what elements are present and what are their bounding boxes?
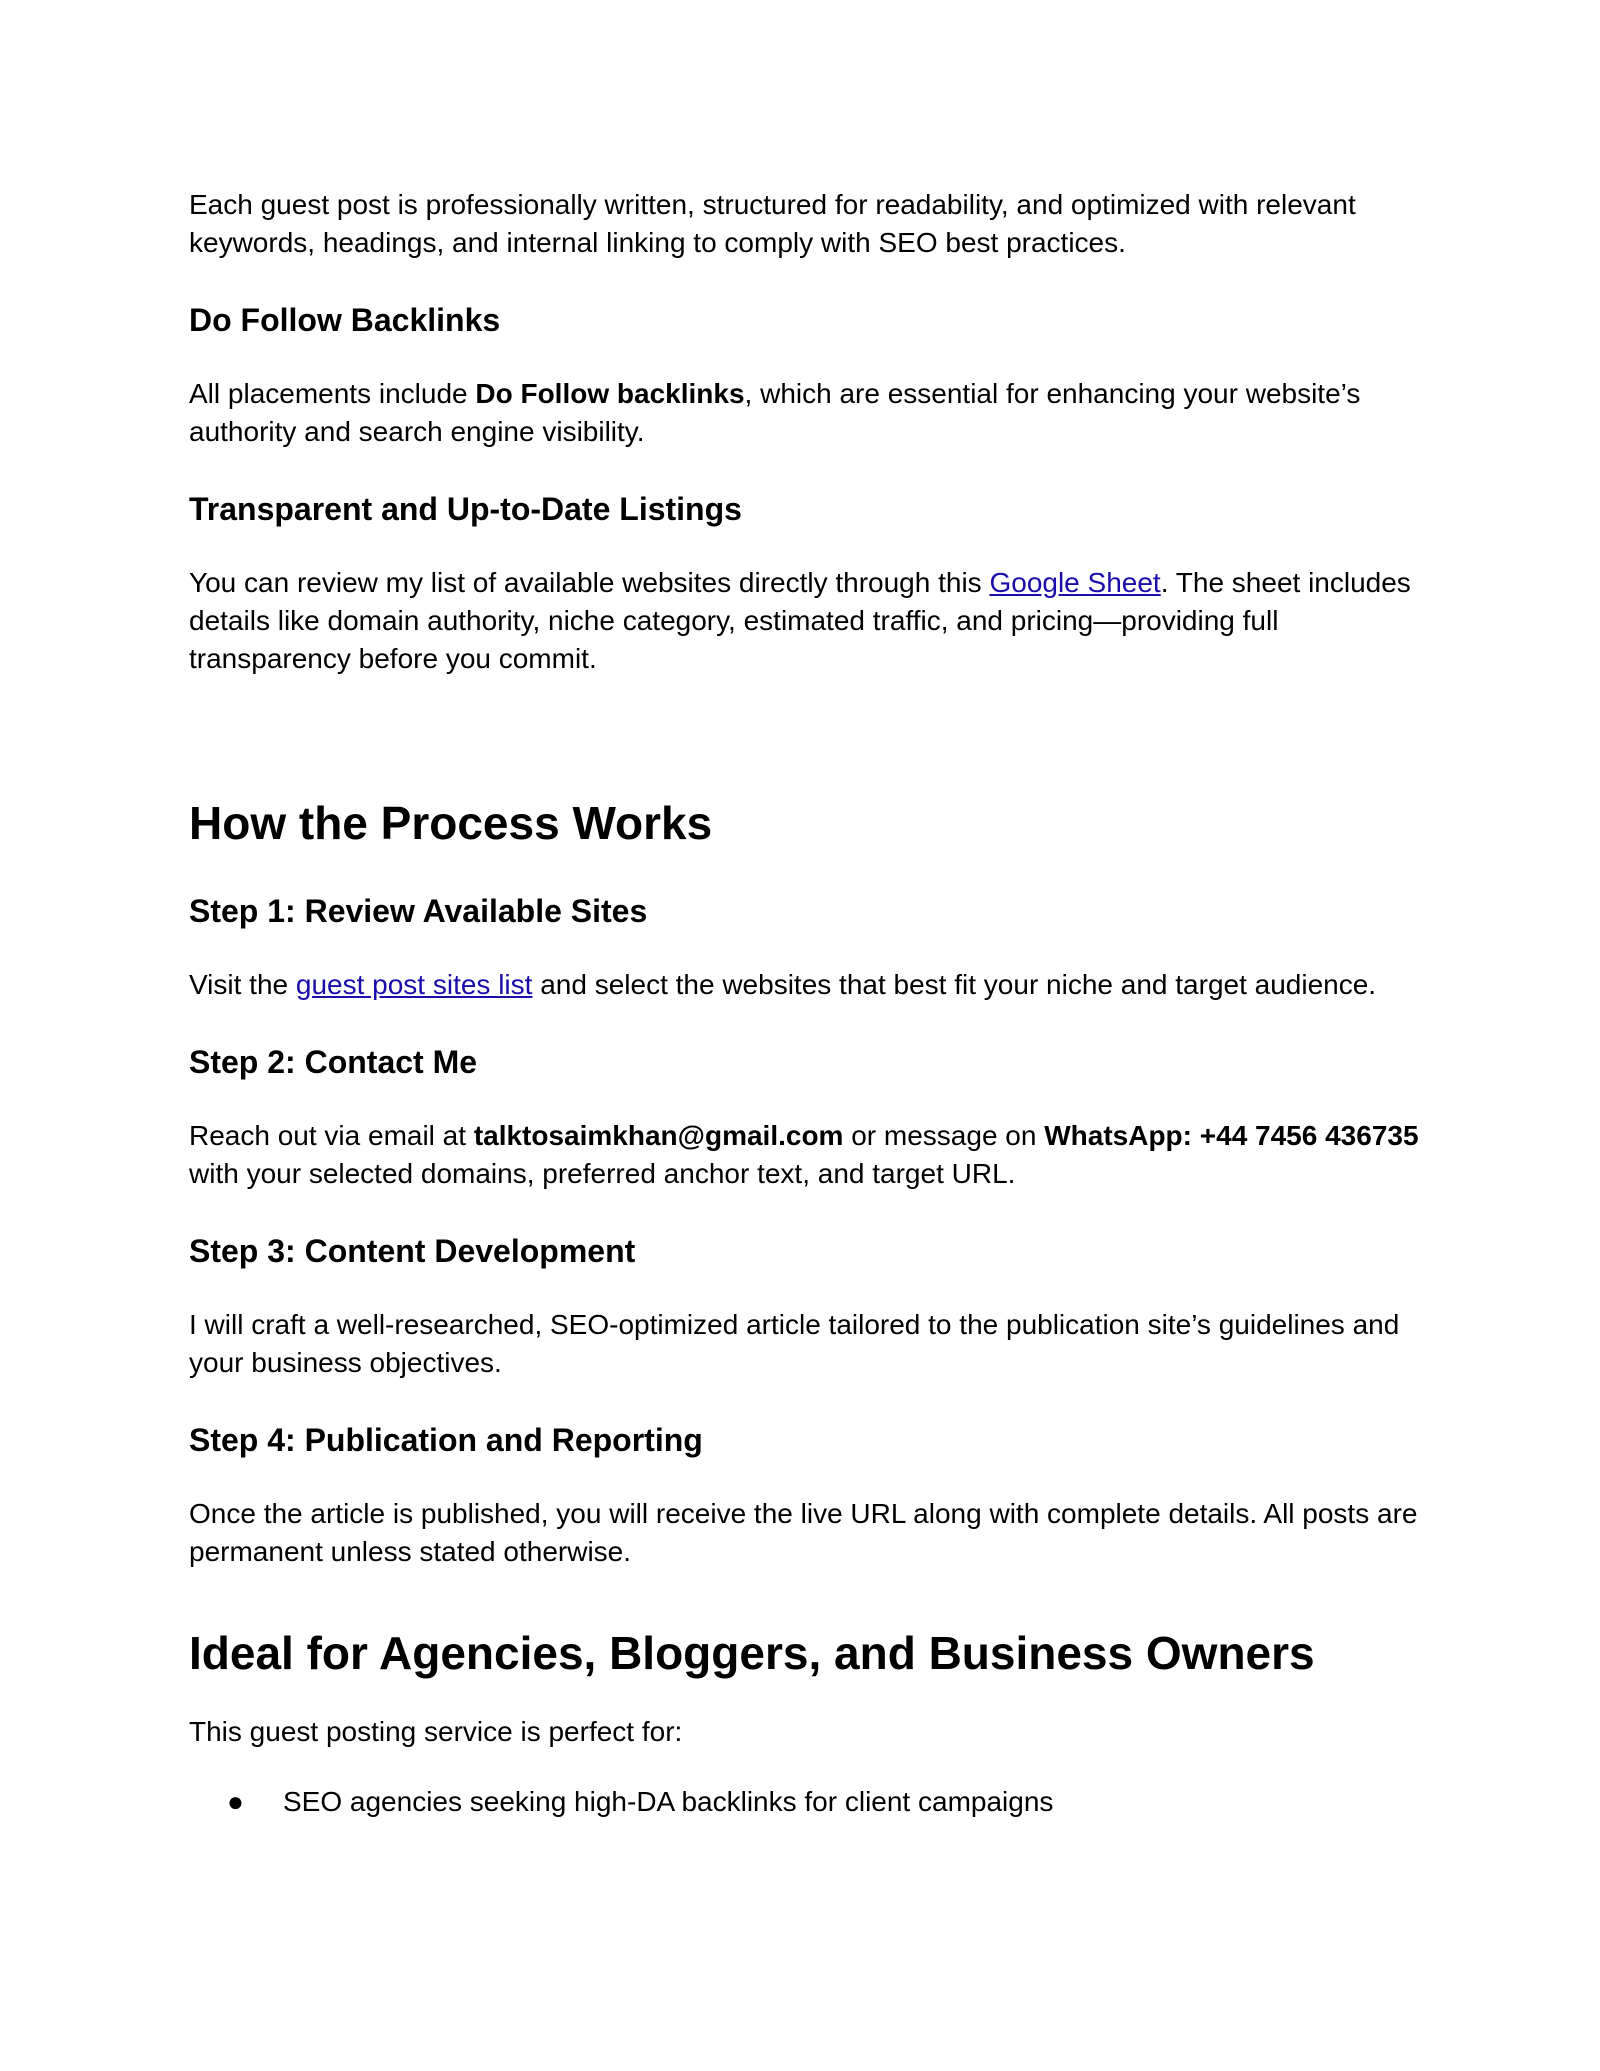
step4-paragraph <box>189 1495 1429 1571</box>
dofollow-text-pre: All placements include <box>189 378 476 409</box>
step2-heading: Step 2: Contact Me <box>189 1044 478 1080</box>
step2-paragraph <box>189 1117 1429 1193</box>
step2-text-pre: Reach out via email at <box>189 1120 474 1151</box>
listings-text-pre: You can review my list of available websites directly through this <box>189 567 990 598</box>
step1-heading: Step 1: Review Available Sites <box>189 893 648 929</box>
ideal-title-block <box>189 1625 1429 1681</box>
guest-post-sites-link[interactable]: guest post sites list <box>295 969 533 1000</box>
contact-email: talktosaimkhan@gmail.com <box>473 1120 844 1151</box>
intro-text: Each guest post is professionally written, structured for readability, and optimized with relevant keywords, headings, and internal linking to comply with SEO best practices. <box>189 189 1356 258</box>
step1-text-pre: Visit the <box>189 969 296 1000</box>
step3-heading: Step 3: Content Development <box>189 1233 636 1269</box>
ideal-bullet-list <box>189 1783 1429 1821</box>
listings-paragraph <box>189 564 1429 678</box>
list-item-text: SEO agencies seeking high-DA backlinks for client campaigns <box>283 1786 1054 1817</box>
step3-paragraph <box>189 1306 1429 1382</box>
step4-text: Once the article is published, you will receive the live URL along with complete details. All posts are permanent unless stated otherwise. <box>189 1498 1418 1567</box>
step4-heading: Step 4: Publication and Reporting <box>189 1422 703 1458</box>
ideal-intro-paragraph <box>189 1713 1429 1751</box>
process-title-block <box>189 795 1429 851</box>
listings-heading-block <box>189 489 1429 529</box>
dofollow-text-bold: Do Follow backlinks <box>475 378 745 409</box>
step2-text-post: with your selected domains, preferred anchor text, and target URL. <box>189 1158 1016 1189</box>
document-page <box>189 0 1429 2071</box>
list-item <box>189 1783 1429 1821</box>
listings-text-post: . The sheet includes details like domain authority, niche category, estimated traffic, and pricing—providing full transparency before you commit. <box>189 567 1411 674</box>
step2-text-mid: or message on <box>843 1120 1045 1151</box>
dofollow-heading: Do Follow Backlinks <box>189 302 501 338</box>
step3-text: I will craft a well-researched, SEO-optimized article tailored to the publication site’s guidelines and your business objectives. <box>189 1309 1400 1378</box>
dofollow-text-post: , which are essential for enhancing your website’s authority and search engine visibility. <box>189 378 1361 447</box>
step1-paragraph <box>189 966 1429 1004</box>
step1-text-post: and select the websites that best fit your niche and target audience. <box>532 969 1377 1000</box>
step3-heading-block <box>189 1231 1429 1271</box>
bullet-icon: ● <box>227 1786 244 1817</box>
ideal-intro-text: This guest posting service is perfect for: <box>189 1716 683 1747</box>
ideal-title: Ideal for Agencies, Bloggers, and Business Owners <box>189 1627 1315 1679</box>
dofollow-paragraph <box>189 375 1429 451</box>
intro-paragraph <box>189 186 1429 262</box>
contact-whatsapp: WhatsApp: +44 7456 436735 <box>1044 1120 1419 1151</box>
dofollow-heading-block <box>189 300 1429 340</box>
step1-heading-block <box>189 891 1429 931</box>
listings-heading: Transparent and Up-to-Date Listings <box>189 491 742 527</box>
step2-heading-block <box>189 1042 1429 1082</box>
step4-heading-block <box>189 1420 1429 1460</box>
google-sheet-link[interactable]: Google Sheet <box>989 567 1161 598</box>
process-title: How the Process Works <box>189 797 713 849</box>
